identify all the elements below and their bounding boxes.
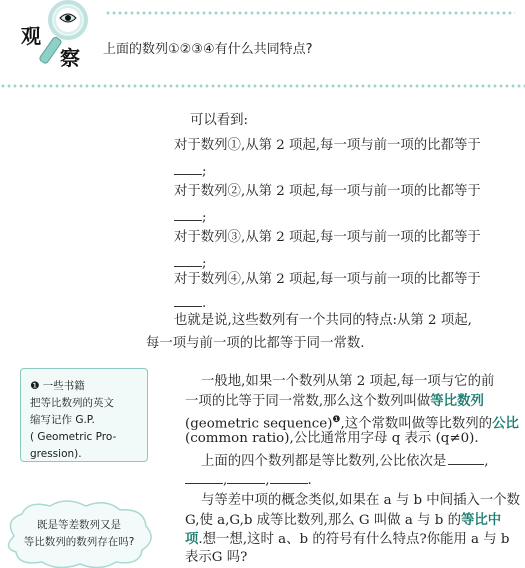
mean-line-1	[201, 492, 520, 510]
footnote-marker: ❶	[332, 415, 341, 425]
item-1-text: 对于数列①,从第 2 项起,每一项与前一项的比都等于	[174, 138, 481, 153]
ratio-sep-3: ,	[265, 473, 270, 488]
ratio-blank-2[interactable]	[185, 469, 223, 484]
mean-text-1: 与等差中项的概念类似,如果在 a 与 b 中间插入一个数	[201, 493, 521, 508]
answer-blank-2[interactable]	[174, 206, 202, 221]
definition-text-5: 上面的四个数列都是等比数列,公比依次是	[201, 454, 447, 469]
ratio-blank-4[interactable]	[270, 469, 308, 484]
dotted-divider-bottom	[0, 84, 525, 88]
definition-text-4: (common ratio),公比通常用字母 q 表示 (q≠0).	[185, 431, 479, 446]
answer-blank-1[interactable]	[174, 160, 202, 175]
term-geometric-mean-part1: 等比中	[461, 512, 502, 528]
definition-line-2	[185, 392, 484, 411]
answer-blank-3[interactable]	[174, 252, 202, 267]
summary-text-2: 每一项与前一项的比都等于同一常数.	[146, 336, 365, 351]
answer-blank-4[interactable]	[174, 292, 202, 307]
summary-line-1	[174, 312, 472, 330]
summary-text-1: 也就是说,这些数列有一个共同的特点:从第 2 项起,	[174, 313, 472, 328]
item-1-answer-line	[174, 160, 207, 181]
cloud-question: 既是等差数列又是 等比数列的数列存在吗?	[23, 519, 135, 548]
definition-line-6	[185, 469, 312, 490]
mean-text-3: .想一想,这时 a、b 的符号有什么特点?你能用 a 与 b	[198, 532, 510, 547]
item-2-text: 对于数列②,从第 2 项起,每一项与前一项的比都等于	[174, 184, 481, 199]
observe-question: 上面的数列①②③④有什么共同特点?	[103, 42, 313, 57]
item-4-text: 对于数列④,从第 2 项起,每一项与前一项的比都等于	[174, 272, 481, 287]
footnote-text: ❶ 一些书籍 把等比数列的英文 缩写记作 G.P. ( Geometric Pro- gression).	[30, 380, 117, 460]
mean-line-3	[185, 530, 510, 549]
definition-line-5	[201, 450, 489, 471]
definition-text-1: 一般地,如果一个数列从第 2 项起,每一项与它的前	[201, 374, 495, 389]
item-4-answer-line	[174, 292, 206, 313]
item-2-line	[174, 183, 481, 201]
item-3-line	[174, 229, 481, 247]
ratio-blank-3[interactable]	[227, 469, 265, 484]
badge-char-observe-1: 观	[21, 24, 41, 48]
term-geometric-sequence: 等比数列	[430, 393, 484, 409]
badge-char-observe-2: 察	[60, 46, 80, 70]
summary-line-2	[146, 335, 365, 353]
item-3-text: 对于数列③,从第 2 项起,每一项与前一项的比都等于	[174, 230, 481, 245]
definition-text-3a: (geometric sequence)	[185, 416, 333, 432]
term-geometric-mean-part2: 项	[185, 531, 199, 547]
ratio-end: .	[307, 473, 312, 488]
ratio-sep-2: ,	[223, 473, 228, 488]
item-2-answer-line	[174, 206, 207, 227]
definition-text-2: 一项的比等于同一常数,那么这个数列叫做	[185, 394, 431, 409]
definition-text-3b: ,这个常数叫做等比数列的	[340, 416, 493, 432]
intro-text: 可以看到:	[190, 113, 249, 128]
mean-text-4: 表示G 吗?	[185, 550, 248, 565]
item-1-line	[174, 137, 481, 155]
term-common-ratio: 公比	[492, 415, 519, 432]
item-3-answer-line	[174, 252, 207, 273]
item-2-end: ;	[202, 210, 207, 225]
dotted-divider-top	[105, 11, 515, 15]
ratio-blank-1[interactable]	[448, 450, 484, 465]
mean-line-4	[185, 549, 247, 567]
definition-line-1	[201, 373, 494, 391]
ratio-sep-1: ,	[484, 454, 489, 469]
item-3-end: ;	[202, 256, 207, 271]
item-1-end: ;	[202, 164, 207, 179]
item-4-line	[174, 271, 481, 289]
item-4-end: .	[202, 296, 207, 311]
mean-text-2: G,使 a,G,b 成等比数列,那么 G 叫做 a 与 b 的	[185, 513, 462, 528]
mean-line-2	[185, 511, 501, 530]
definition-line-4	[185, 430, 479, 448]
observe-header	[0, 0, 525, 80]
intro-line	[190, 112, 248, 130]
